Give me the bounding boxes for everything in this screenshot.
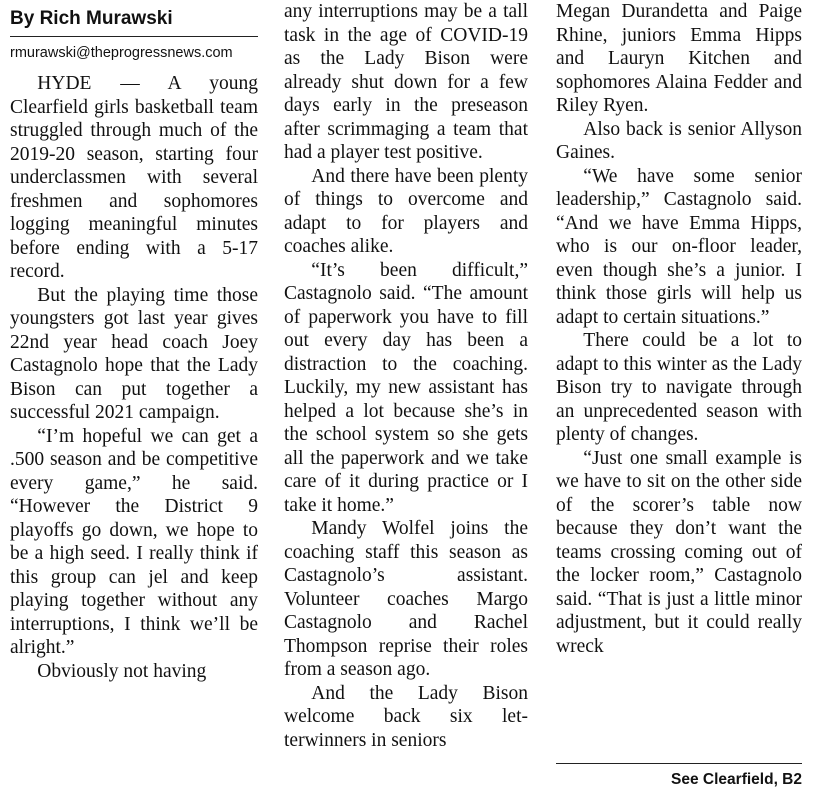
jump-divider <box>556 763 802 764</box>
jump-line: See Clearfield, B2 <box>671 771 802 788</box>
paragraph: Mandy Wolfel joins the coaching staff this season as Castagnolo’s assistant. Volunteer coaches Margo Castagnolo and Rachel Thompson reprise their roles from a season ago. <box>284 518 528 680</box>
paragraph: “We have some senior leadership,” Castagnolo said. “And we have Emma Hipps, who is our on-floor leader, even though she’s a junior. I think those girls will help us adapt to certain situations.” <box>556 165 802 328</box>
paragraph: Also back is senior Allyson Gaines. <box>556 118 802 163</box>
byline: By Rich Murawski <box>10 8 173 29</box>
author-email: rmurawski@theprogressnews.com <box>10 45 233 61</box>
paragraph: HYDE — A young Clearfield girls basketball team struggled through much of the 2019-20 season, starting four underclassmen with several freshmen and sophomores logging meaningful minutes before ending with a 5-17 record. <box>10 73 258 282</box>
article-column-2 <box>284 0 528 800</box>
paragraph: “It’s been difficult,” Castagnolo said. “The amount of paperwork you have to fill out every day has been a distraction to the coaching. Luckily, my new assistant has helped a lot because she’s in the school system so she gets all the paperwork and we take care of it during practice or I take it home.” <box>284 259 528 516</box>
paragraph: “I’m hopeful we can get a .500 season and be competitive every game,” he said. “However the District 9 playoffs go down, we hope to be a high seed. I really think if this group can jel and keep playing together without any interruptions, I think we’ll be alright.” <box>10 425 258 658</box>
paragraph-continued: any interruptions may be a tall task in the age of COVID-19 as the Lady Bison were already shut down for a few days early in the preseason after scrimmaging a team that had a player test positive. <box>284 1 528 163</box>
paragraph: “Just one small example is we have to sit on the other side of the scorer’s table now because they don’t want the teams crossing coming out of the locker room,” Castagnolo said. “That is just a little minor adjustment, but it could really wreck <box>556 447 802 657</box>
paragraph: And the Lady Bison welcome back six letterwinners in seniors <box>284 682 528 751</box>
paragraph: But the playing time those youngsters got last year gives 22nd year head coach Joey Castagnolo hope that the Lady Bison can put together a successful 2021 campaign. <box>10 284 258 423</box>
paragraph: Obviously not having <box>37 660 207 682</box>
paragraph-continued: Megan Durandetta and Paige Rhine, juniors Emma Hipps and Lauryn Kitchen and sophomores Alaina Fedder and Riley Ryen. <box>556 1 802 116</box>
paragraph: There could be a lot to adapt to this winter as the Lady Bison try to navigate through an unprecedented season with plenty of changes. <box>556 330 802 445</box>
paragraph: And there have been plenty of things to overcome and adapt to for players and coaches alike. <box>284 165 528 257</box>
article-column-3 <box>556 0 802 800</box>
byline-divider <box>10 36 258 37</box>
article-column-1 <box>10 0 258 800</box>
